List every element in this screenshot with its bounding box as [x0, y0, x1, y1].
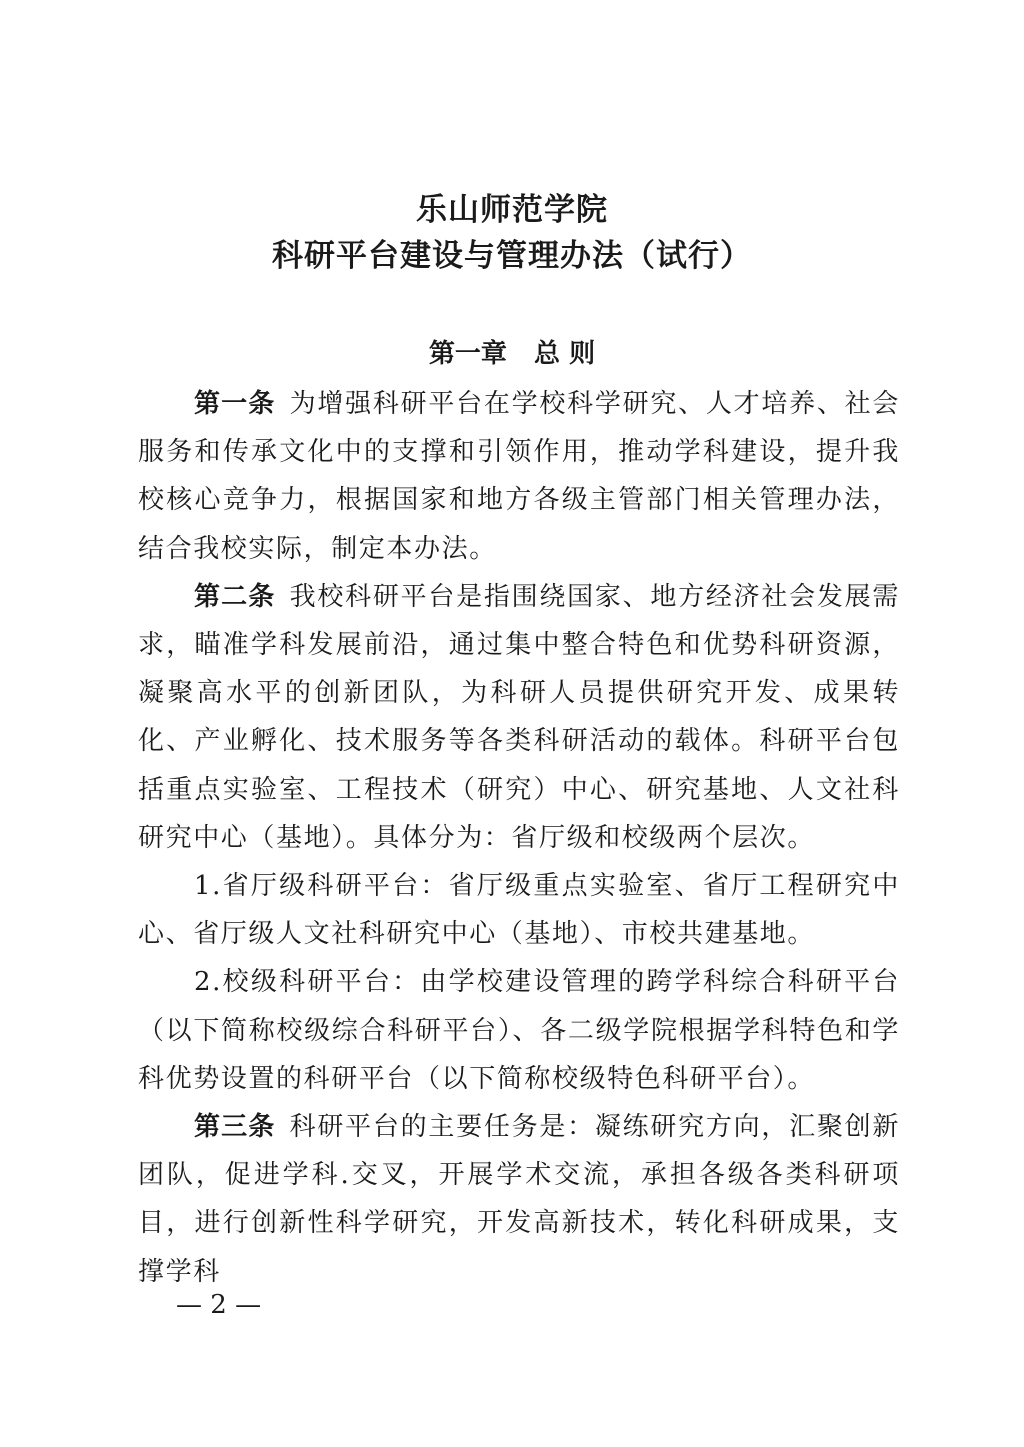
list-item-2: 2.校级科研平台：由学校建设管理的跨学科综合科研平台（以下简称校级综合科研平台）、各二级学院根据学科特色和学科优势设置的科研平台（以下简称校级特色科研平台）。: [138, 967, 900, 1094]
article-2-label: 第二条: [194, 581, 276, 612]
article-2: [138, 573, 900, 862]
article-3: [138, 1103, 900, 1296]
article-1-text: 为增强科研平台在学校科学研究、人才培养、社会服务和传承文化中的支撑和引领作用，推动学科建设，提升我校核心竞争力，根据国家和地方各级主管部门相关管理办法，结合我校实际，制定本办法。: [138, 389, 900, 564]
article-3-text: 科研平台的主要任务是：凝练研究方向，汇聚创新团队，促进学科.交叉，开展学术交流，承担各级各类科研项目，进行创新性科学研究，开发高新技术，转化科研成果，支撑学科: [138, 1112, 900, 1287]
article-3-label: 第三条: [194, 1112, 276, 1143]
article-1-label: 第一条: [194, 389, 276, 419]
list-item-1: 1.省厅级科研平台：省厅级重点实验室、省厅工程研究中心、省厅级人文社科研究中心（基地）、市校共建基地。: [138, 871, 900, 950]
chapter-heading: 第一章 总 则: [428, 339, 596, 369]
article-2-text: 我校科研平台是指围绕国家、地方经济社会发展需求，瞄准学科发展前沿，通过集中整合特色和优势科研资源，凝聚高水平的创新团队，为科研人员提供研究开发、成果转化、产业孵化、技术服务等各类科研活动的载体。科研平台包括重点实验室、工程技术（研究）中心、研究基地、人文社科研究中心（基地）。具体分为：省厅级和校级两个层次。: [138, 581, 900, 853]
page-number: — 2 —: [176, 1290, 262, 1320]
document-title-line2: 科研平台建设与管理办法（试行）: [272, 238, 752, 274]
document-body: [138, 380, 900, 1296]
document-title-line1: 乐山师范学院: [416, 192, 608, 228]
article-1: [138, 380, 900, 573]
